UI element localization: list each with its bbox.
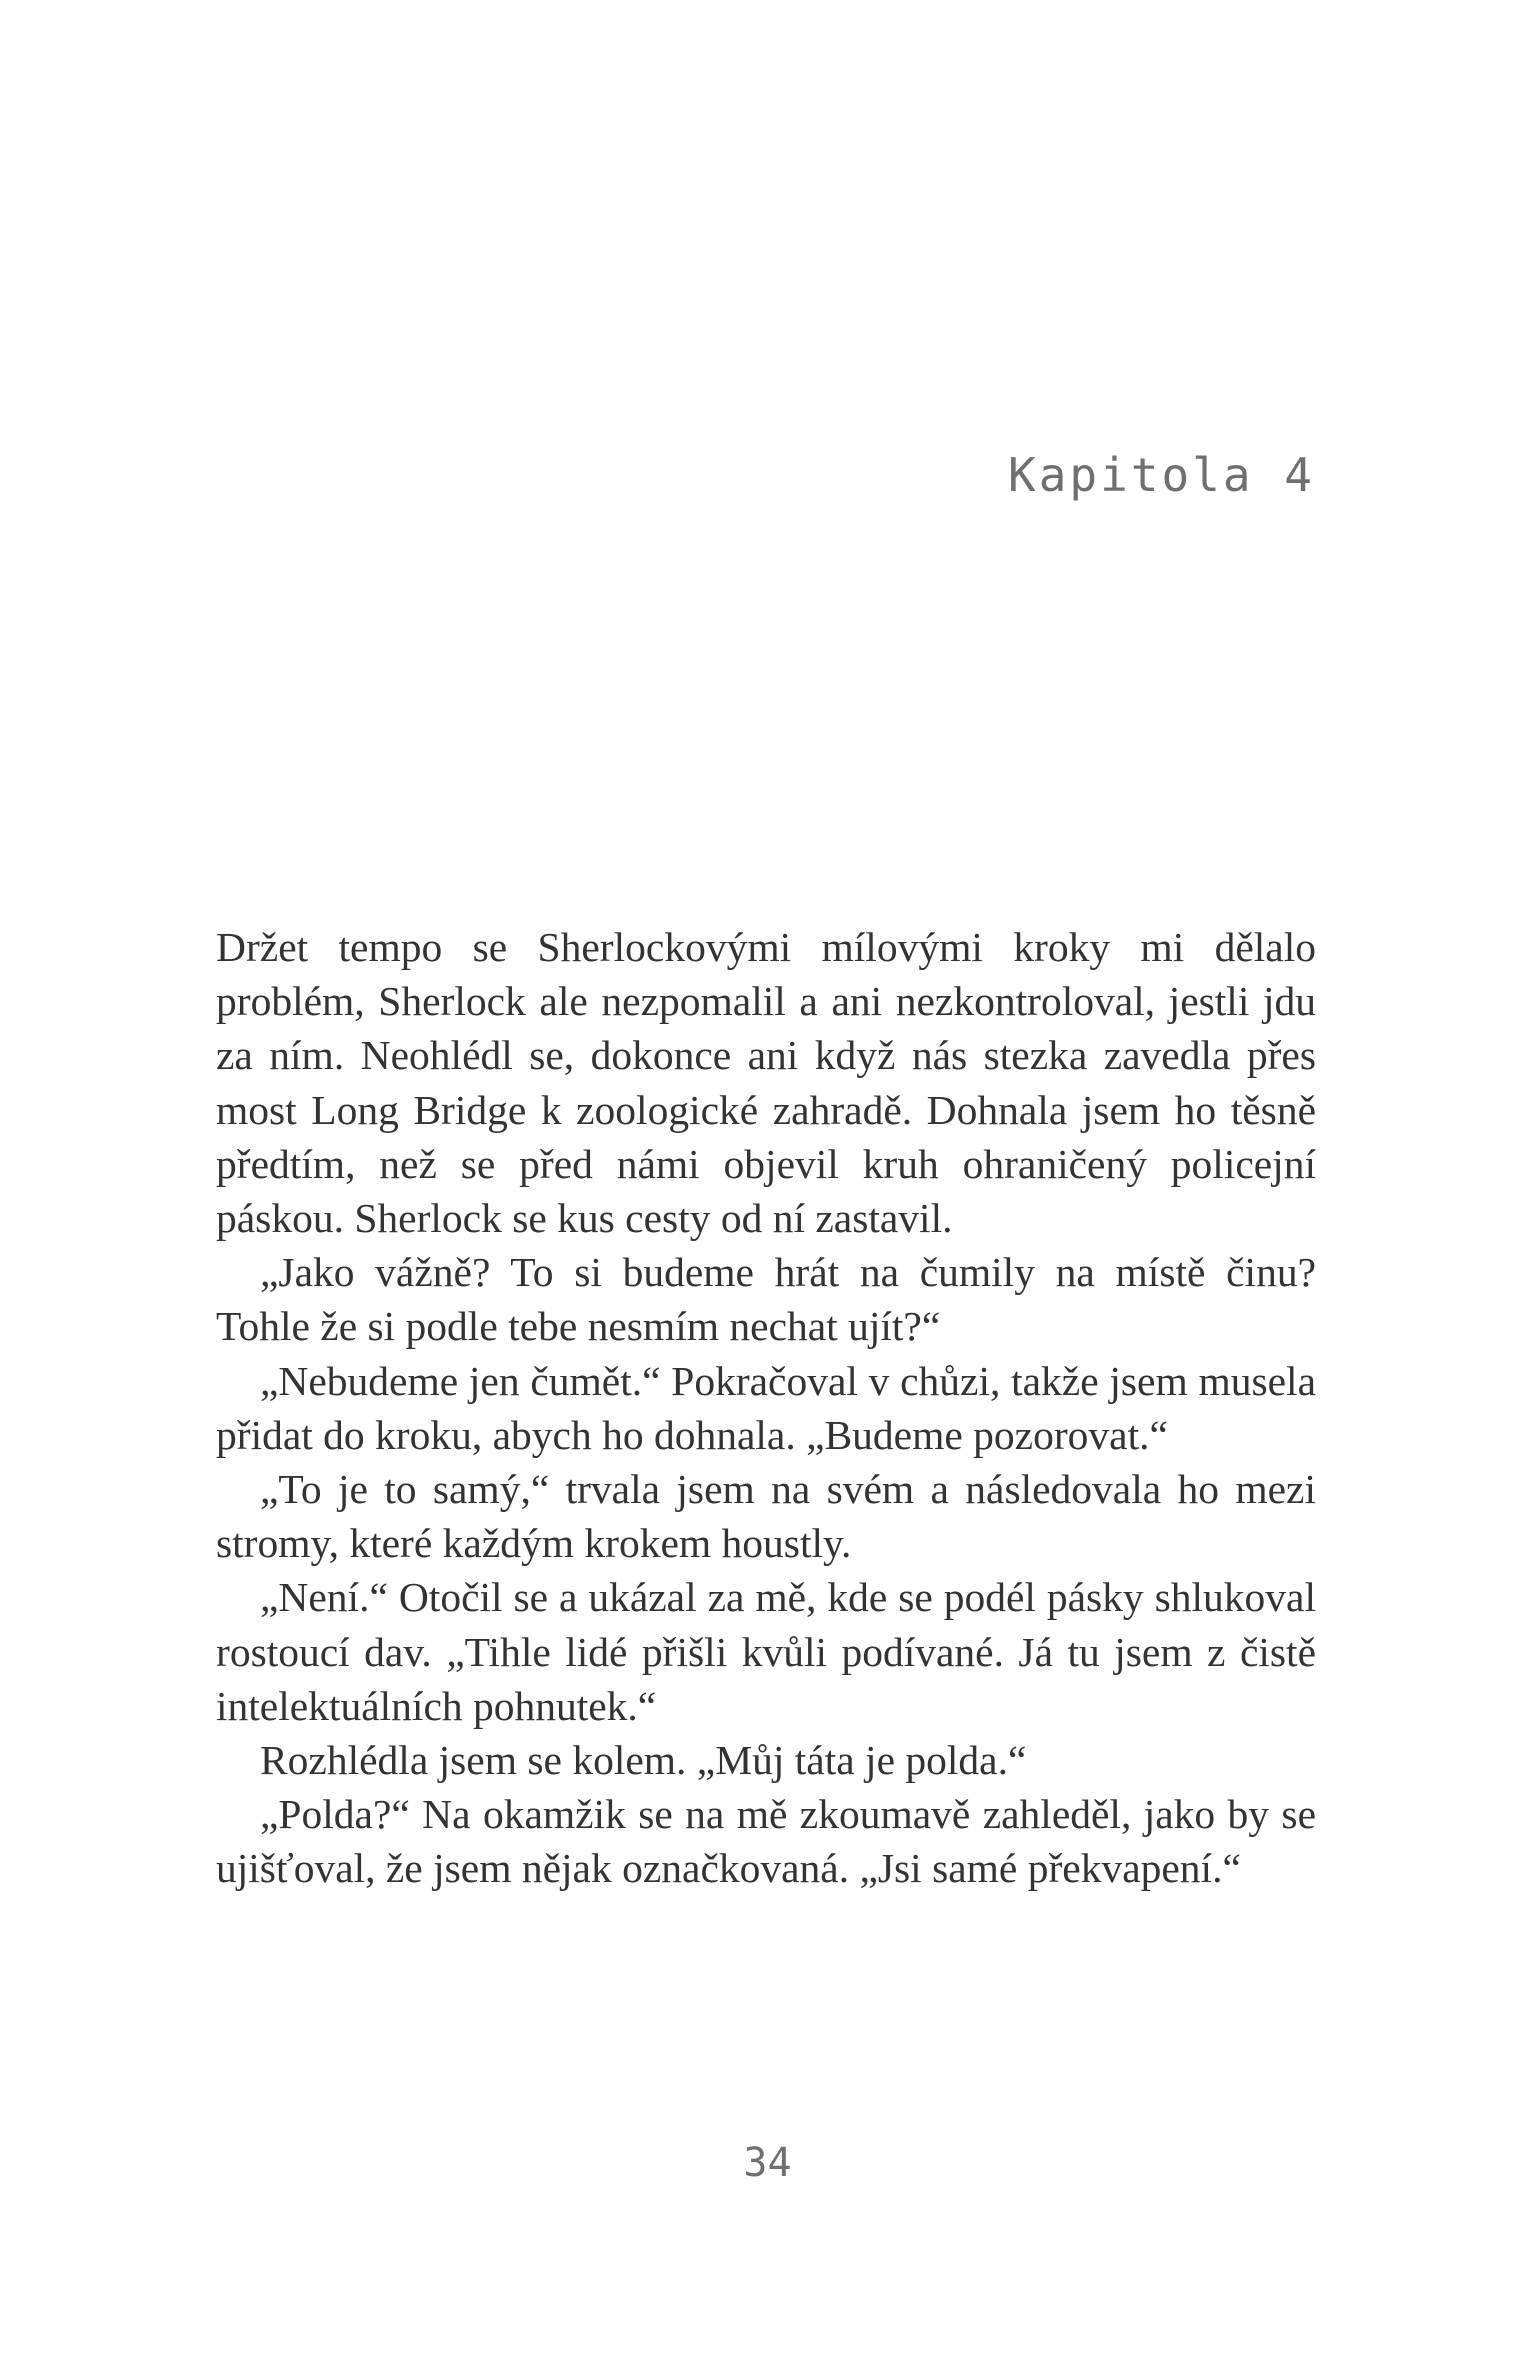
paragraph: „Není.“ Otočil se a ukázal za mě, kde se podél pásky shlukoval rostoucí dav. „Tihle lidé přišli kvůli podívané. Já tu jsem z čistě intelektuálních pohnutek.“ <box>216 1574 1316 1729</box>
paragraph: „To je to samý,“ trvala jsem na svém a následovala ho mezi stromy, které každým krokem houstly. <box>216 1466 1316 1567</box>
paragraph: Rozhlédla jsem se kolem. „Můj táta je polda.“ <box>260 1737 1027 1784</box>
body-text <box>216 920 1316 1896</box>
page-number: 34 <box>743 2140 792 2186</box>
paragraph: Držet tempo se Sherlockovými mílovými kroky mi dělalo problém, Sherlock ale nezpomalil a ani nezkontroloval, jestli jdu za ním. Neohlédl se, dokonce ani když nás stezka zavedla přes most Long Bridge k zoologické zahradě. Dohnala jsem ho těsně předtím, než se před námi objevil kruh ohraničený policejní páskou. Sherlock se kus cesty od ní zastavil. <box>216 924 1316 1242</box>
paragraph: „Nebudeme jen čumět.“ Pokračoval v chůzi, takže jsem musela přidat do kroku, abych ho dohnala. „Budeme pozorovat.“ <box>216 1357 1316 1458</box>
paragraph: „Jako vážně? To si budeme hrát na čumily na místě činu? Tohle že si podle tebe nesmím nechat ujít?“ <box>216 1249 1316 1350</box>
paragraph: „Polda?“ Na okamžik se na mě zkoumavě zahleděl, jako by se ujišťoval, že jsem nějak označkovaná. „Jsi samé překvapení.“ <box>216 1791 1316 1892</box>
chapter-title: Kapitola 4 <box>1008 448 1315 502</box>
